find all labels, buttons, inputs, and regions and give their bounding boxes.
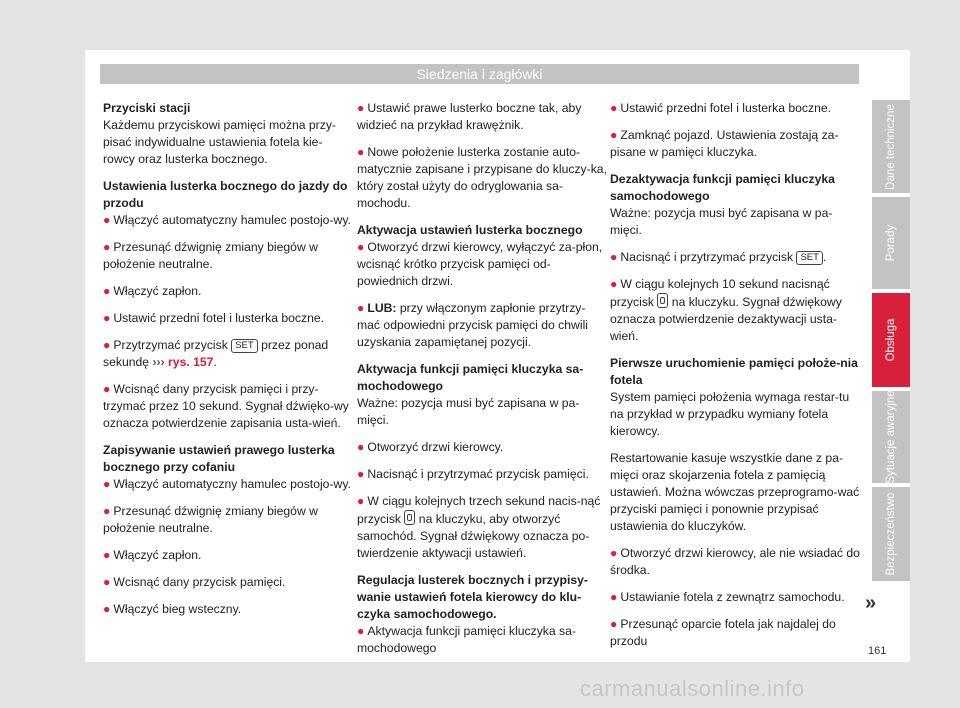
list-item: ● Przesunąć dźwignię zmiany biegów w położenie neutralne.: [103, 504, 318, 535]
heading-mirror-adjust-assign: Regulacja lusterek bocznych i przypisy-wanie ustawień fotela kierowcy do klu-czyka samochodowego.: [357, 573, 588, 621]
bullet-icon: ●: [357, 101, 365, 115]
list-item: ● Otworzyć drzwi kierowcy, ale nie wsiadać do środka.: [610, 546, 860, 577]
heading-mirror-activation: Aktywacja ustawień lusterka bocznego: [357, 223, 583, 237]
column-3: [610, 100, 860, 660]
section-header: Siedzenia i zagłówki: [100, 64, 859, 84]
bullet-icon: ●: [357, 145, 365, 159]
list-item: ● Włączyć zapłon.: [103, 284, 202, 298]
tab-sytuacje-awaryjne[interactable]: Sytuacje awaryjne: [872, 391, 910, 483]
watermark: carmanualsonline.info: [580, 676, 805, 701]
list-item: ● Ustawić przedni fotel i lusterka boczne.: [103, 311, 325, 325]
bullet-icon: ●: [103, 477, 111, 491]
bullet-icon: ●: [103, 382, 111, 396]
bullet-icon: ●: [357, 494, 365, 508]
bullet-icon: ●: [610, 250, 618, 264]
list-item: ● Przesunąć dźwignię zmiany biegów w położenie neutralne.: [103, 240, 318, 271]
bullet-icon: ●: [610, 101, 618, 115]
bullet-icon: ●: [103, 548, 111, 562]
heading-key-memory-activation: Aktywacja funkcji pamięci kluczyka sa-mochodowego: [357, 362, 584, 393]
list-item: ● Otworzyć drzwi kierowcy.: [357, 440, 504, 454]
bullet-icon: ●: [610, 617, 618, 631]
list-item: ● LUB: przy włączonym zapłonie przytrzy-mać odpowiedni przycisk pamięci do chwili uzyskania zapamiętanej pozycji.: [357, 301, 588, 349]
list-item: ● Włączyć bieg wsteczny.: [103, 602, 242, 616]
list-item: ● Włączyć automatyczny hamulec postojo-wy.: [103, 477, 351, 491]
bullet-icon: ●: [610, 590, 618, 604]
column-2: [357, 100, 607, 667]
bullet-icon: ●: [610, 277, 618, 291]
heading-key-memory-deactivation: Dezaktywacja funkcji pamięci kluczyka samochodowego: [610, 172, 835, 203]
page-number: 161: [868, 645, 887, 657]
bullet-icon: ●: [103, 284, 111, 298]
list-item: ● Włączyć zapłon.: [103, 548, 202, 562]
bullet-icon: ●: [357, 240, 365, 254]
continue-arrow-icon: »: [865, 592, 877, 614]
heading-reverse-mirror: Zapisywanie ustawień prawego lusterka bocznego przy cofaniu: [103, 443, 335, 474]
tab-dane-techniczne[interactable]: Dane techniczne: [872, 100, 910, 193]
tab-bezpieczenstwo[interactable]: Bezpieczeństwo: [872, 487, 910, 581]
paragraph: Ważne: pozycja musi być zapisana w pa-mięci.: [610, 206, 833, 237]
list-item: ● Zamknąć pojazd. Ustawienia zostają za-pisane w pamięci kluczyka.: [610, 128, 839, 159]
heading-station-buttons: Przyciski stacji: [103, 101, 191, 115]
bullet-icon: ●: [357, 624, 365, 638]
reference-arrow-icon: ›››: [152, 355, 165, 369]
bullet-icon: ●: [103, 311, 111, 325]
unlock-key-icon: [657, 293, 668, 308]
paragraph: Restartowanie kasuje wszystkie dane z pa-mięci oraz skojarzenia fotela z pamięcią ustawień. Można wówczas przeprogramo-wać przyciski pamięci i ponownie przypisać ustawienia do kluczyków.: [610, 451, 860, 533]
bullet-icon: ●: [103, 602, 111, 616]
list-item: ● Aktywacja funkcji pamięci kluczyka sa-mochodowego: [357, 624, 576, 655]
set-key-icon: SET: [231, 339, 257, 353]
list-item: ● Ustawić prawe lusterko boczne tak, aby widzieć na przykład krawężnik.: [357, 101, 582, 132]
unlock-key-icon: [404, 510, 415, 525]
list-item: ● Nacisnąć i przytrzymać przycisk pamięci.: [357, 467, 589, 481]
list-item: ● Nowe położenie lusterka zostanie auto-matycznie zapisane i przypisane do kluczy-ka, który został użyty do odryglowania sa-mochodu.: [357, 145, 607, 210]
figure-reference-link[interactable]: rys. 157: [168, 355, 214, 369]
bullet-icon: ●: [610, 546, 618, 560]
paragraph: System pamięci położenia wymaga restar-tu na przykład w przypadku wymiany fotela kierowcy.: [610, 390, 850, 438]
list-item: ● Nacisnąć i przytrzymać przycisk SET .: [610, 250, 827, 264]
bullet-icon: ●: [357, 440, 365, 454]
paragraph: Każdemu przyciskowi pamięci można przy-pisać indywidualne ustawienia fotela kie-rowcy oraz lusterka bocznego.: [103, 118, 336, 166]
bullet-icon: ●: [103, 240, 111, 254]
list-item: ● W ciągu kolejnych 10 sekund nacisnąć przycisk na kluczyku. Sygnał dźwiękowy oznacza potwierdzenie dezaktywacji usta-wień.: [610, 277, 842, 343]
bullet-icon: ●: [103, 213, 111, 227]
list-item: ● Ustawić przedni fotel i lusterka boczne.: [610, 101, 832, 115]
column-1: [103, 100, 353, 628]
list-item: ● Przesunąć oparcie fotela jak najdalej do przodu: [610, 617, 836, 648]
list-item: ● Wcisnąć dany przycisk pamięci.: [103, 575, 286, 589]
list-item: ● Wcisnąć dany przycisk pamięci i przy-trzymać przez 10 sekund. Sygnał dźwięko-wy oznacza potwierdzenie zapisania usta-wień.: [103, 382, 349, 430]
list-item: ● W ciągu kolejnych trzech sekund nacis-nąć przycisk na kluczyku, aby otworzyć samochód. Sygnał dźwiękowy oznacza po-twierdzenie aktywacji ustawień.: [357, 494, 601, 560]
set-key-icon: SET: [796, 251, 822, 265]
list-item: ● Przytrzymać przycisk SET przez ponad sekundę ››› rys. 157.: [103, 338, 329, 369]
list-item: ● Ustawianie fotela z zewnątrz samochodu.: [610, 590, 845, 604]
list-item: ● Włączyć automatyczny hamulec postojo-wy.: [103, 213, 351, 227]
bullet-icon: ●: [357, 301, 365, 315]
bullet-icon: ●: [103, 575, 111, 589]
list-item: ● Otworzyć drzwi kierowcy, wyłączyć za-płon, wcisnąć krótko przycisk pamięci od-powiednich drzwi.: [357, 240, 603, 288]
bullet-icon: ●: [610, 128, 618, 142]
bullet-icon: ●: [103, 504, 111, 518]
tab-obsluga[interactable]: Obsługa: [872, 293, 910, 387]
heading-forward-mirror: Ustawienia lusterka bocznego do jazdy do przodu: [103, 179, 348, 210]
bullet-icon: ●: [103, 338, 111, 352]
paragraph: Ważne: pozycja musi być zapisana w pa-mięci.: [357, 396, 580, 427]
heading-first-start: Pierwsze uruchomienie pamięci położe-nia fotela: [610, 356, 858, 387]
tab-porady[interactable]: Porady: [872, 197, 910, 289]
bullet-icon: ●: [357, 467, 365, 481]
